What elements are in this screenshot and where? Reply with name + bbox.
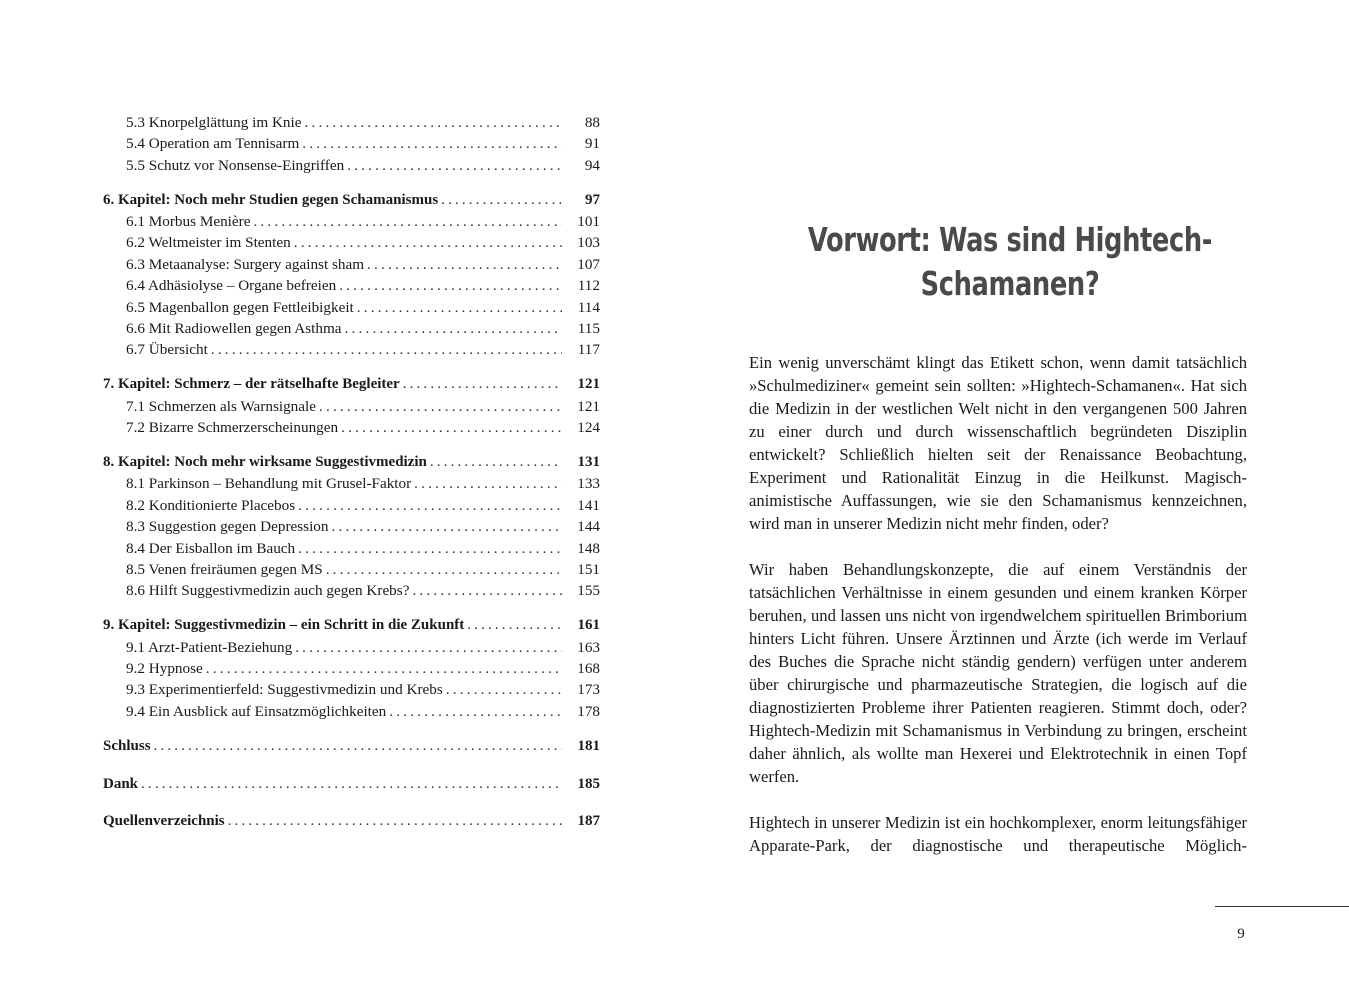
toc-entry-title: 6.2 Weltmeister im Stenten	[126, 234, 291, 252]
toc-section-entry	[103, 701, 600, 722]
toc-leader-dots	[341, 417, 562, 438]
toc-entry-title: 8.5 Venen freiräumen gegen MS	[126, 560, 323, 578]
toc-section-entry	[103, 112, 600, 133]
page-number: 9	[1237, 926, 1245, 942]
toc-leader-dots	[294, 232, 562, 253]
toc-section-entry	[103, 637, 600, 658]
toc-entry-title: 9.4 Ein Ausblick auf Einsatzmöglichkeiten	[126, 702, 387, 720]
toc-chapter-entry	[103, 615, 600, 636]
toc-leader-dots	[412, 580, 562, 601]
toc-page-number: 185	[577, 775, 600, 792]
toc-section-entry	[103, 580, 600, 601]
toc-leader-dots	[228, 811, 562, 832]
toc-leader-dots	[347, 155, 562, 176]
toc-page-number: 181	[577, 737, 600, 754]
toc-leader-dots	[331, 516, 562, 537]
toc-page-number: 103	[577, 234, 600, 252]
toc-section-entry	[103, 133, 600, 154]
toc-section-entry	[103, 658, 600, 679]
toc-page-number: 112	[577, 277, 600, 295]
toc-leader-dots	[339, 275, 562, 296]
toc-leader-dots	[403, 374, 562, 395]
toc-leader-dots	[345, 318, 562, 339]
toc-entry-title: 5.4 Operation am Tennisarm	[126, 135, 300, 153]
toc-entry-title: Schluss	[103, 737, 151, 754]
toc-page-number: 141	[577, 496, 600, 514]
toc-chapter-entry	[103, 374, 600, 395]
chapter-title-line-2: Schamanen?	[920, 264, 1100, 303]
toc-entry-title: 8.3 Suggestion gegen Depression	[126, 518, 329, 536]
toc-entry-title: 9.2 Hypnose	[126, 659, 203, 677]
toc-section-entry	[103, 318, 600, 339]
toc-section-entry	[103, 232, 600, 253]
toc-section-entry	[103, 297, 600, 318]
toc-entry-title: 9. Kapitel: Suggestivmedizin – ein Schritt in die Zukunft	[103, 617, 465, 634]
toc-leader-dots	[430, 452, 562, 473]
toc-page-number: 163	[577, 638, 600, 656]
toc-leader-dots	[357, 297, 562, 318]
toc-chapter-entry	[103, 736, 600, 757]
toc-section-entry	[103, 495, 600, 516]
toc-leader-dots	[446, 679, 562, 700]
toc-entry-title: 6.5 Magenballon gegen Fettleibigkeit	[126, 298, 354, 316]
toc-leader-dots	[141, 774, 562, 795]
chapter-title-line-1: Vorwort: Was sind Hightech-	[807, 220, 1213, 259]
toc-section-entry	[103, 559, 600, 580]
table-of-contents	[103, 112, 600, 833]
toc-section-entry	[103, 211, 600, 232]
toc-page-number: 88	[584, 114, 600, 131]
toc-leader-dots	[298, 495, 562, 516]
toc-page-number: 173	[577, 681, 600, 699]
toc-leader-dots	[304, 112, 562, 133]
toc-page-number: 151	[577, 560, 600, 578]
footer-rule	[1215, 906, 1349, 907]
toc-section-entry	[103, 417, 600, 438]
toc-leader-dots	[389, 701, 562, 722]
body-text	[749, 351, 1247, 880]
toc-leader-dots	[206, 658, 562, 679]
toc-page-number: 155	[577, 582, 600, 600]
toc-entry-title: 5.5 Schutz vor Nonsense-Eingriffen	[126, 156, 345, 174]
toc-page-number: 187	[577, 813, 600, 830]
toc-entry-title: 7. Kapitel: Schmerz – der rätselhafte Begleiter	[103, 376, 400, 393]
toc-page-number: 121	[577, 376, 600, 393]
toc-entry-title: 9.1 Arzt-Patient-Beziehung	[126, 638, 293, 656]
toc-entry-title: 6.1 Morbus Menière	[126, 213, 251, 231]
toc-entry-title: 6.7 Übersicht	[126, 341, 208, 359]
toc-page-number: 117	[577, 341, 600, 359]
toc-page-number: 168	[577, 659, 600, 677]
toc-page-number: 161	[577, 617, 600, 634]
toc-entry-title: 8. Kapitel: Noch mehr wirksame Suggestivmedizin	[103, 453, 427, 470]
toc-leader-dots	[367, 254, 562, 275]
toc-section-entry	[103, 473, 600, 494]
toc-leader-dots	[154, 736, 562, 757]
toc-section-entry	[103, 339, 600, 360]
toc-leader-dots	[253, 211, 562, 232]
toc-entry-title: 6.6 Mit Radiowellen gegen Asthma	[126, 320, 342, 338]
toc-entry-title: 6.3 Metaanalyse: Surgery against sham	[126, 255, 365, 273]
toc-entry-title: 8.6 Hilft Suggestivmedizin auch gegen Krebs?	[126, 582, 410, 600]
toc-page-number: 133	[577, 475, 600, 493]
toc-page-number: 131	[577, 453, 600, 470]
paragraph: Hightech in unserer Medizin ist ein hochkomplexer, enorm leitungsfähiger Apparate-Park, der diagnostische und therapeutische Möglich-	[749, 813, 1247, 855]
toc-page-number: 107	[577, 255, 600, 273]
toc-page-number: 148	[577, 539, 600, 557]
toc-section-entry	[103, 679, 600, 700]
toc-entry-title: Quellenverzeichnis	[103, 813, 225, 830]
toc-entry-title: 7.1 Schmerzen als Warnsignale	[126, 397, 316, 415]
toc-entry-title: 6. Kapitel: Noch mehr Studien gegen Schamanismus	[103, 191, 439, 208]
toc-page-number: 178	[577, 702, 600, 720]
toc-section-entry	[103, 396, 600, 417]
toc-leader-dots	[467, 615, 562, 636]
toc-page-number: 115	[577, 320, 600, 338]
toc-leader-dots	[441, 190, 562, 211]
toc-leader-dots	[211, 339, 562, 360]
toc-section-entry	[103, 155, 600, 176]
paragraph: Wir haben Behandlungskonzepte, die auf einem Verständnis der tatsächlichen Verhältnisse in einem gesunden und einem kranken Körper beruhen, und lassen uns nicht von irgendwelchem spirituellen Brimborium hinters Licht führen. Unsere Ärztinnen und Ärzte (ich werde im Verlauf des Buches die Sprache nicht ständig gendern) verfügen unter anderem über chirurgische und pharmazeutische Strategien, die logisch auf die diagnostizierten Probleme ihrer Patienten reagieren. Stimmt doch, oder? Hightech-Medizin mit Schamanismus in Verbindung zu bringen, erscheint daher ähnlich, als wollte man Hexerei und Elektrotechnik in einen Topf werfen.	[749, 560, 1247, 786]
toc-entry-title: 8.4 Der Eisballon im Bauch	[126, 539, 296, 557]
chapter-title	[803, 218, 1216, 306]
toc-leader-dots	[414, 473, 562, 494]
toc-chapter-entry	[103, 774, 600, 795]
toc-page-number: 144	[577, 518, 600, 536]
toc-page-number: 124	[577, 419, 600, 437]
toc-entry-title: 7.2 Bizarre Schmerzerscheinungen	[126, 419, 339, 437]
toc-leader-dots	[326, 559, 562, 580]
toc-page-number: 121	[577, 397, 600, 415]
toc-chapter-entry	[103, 190, 600, 211]
toc-page-number: 101	[577, 213, 600, 231]
toc-leader-dots	[319, 396, 562, 417]
toc-section-entry	[103, 254, 600, 275]
toc-entry-title: 9.3 Experimentierfeld: Suggestivmedizin und Krebs	[126, 681, 443, 699]
toc-page-number: 91	[584, 135, 600, 153]
toc-chapter-entry	[103, 452, 600, 473]
toc-entry-title: 8.2 Konditionierte Placebos	[126, 496, 296, 514]
toc-page-number: 94	[584, 156, 600, 174]
toc-leader-dots	[298, 538, 562, 559]
toc-entry-title: 6.4 Adhäsiolyse – Organe befreien	[126, 277, 337, 295]
right-page	[675, 0, 1349, 1000]
paragraph: Ein wenig unverschämt klingt das Etikett schon, wenn damit tatsächlich »Schulmediziner« gemeint sein sollten: »Hightech-Schamanen«. Hat sich die Medizin in der westlichen Welt nicht in den vergangenen 500 Jahren zu einer durch und durch wissenschaftlich begründeten Disziplin entwickelt? Schließlich hielten seit der Renaissance Beobachtung, Experiment und Rationalität Einzug in die Heilkunst. Magisch-animistische Auffassungen, wie sie den Schamanismus kennzeichnen, wird man in unserer Medizin nicht mehr finden, oder?	[749, 353, 1247, 533]
toc-leader-dots	[302, 133, 562, 154]
toc-entry-title: 8.1 Parkinson – Behandlung mit Grusel-Faktor	[126, 475, 412, 493]
toc-page-number: 97	[585, 191, 600, 208]
toc-leader-dots	[295, 637, 562, 658]
toc-chapter-entry	[103, 811, 600, 832]
toc-entry-title: Dank	[103, 775, 139, 792]
toc-page-number: 114	[577, 298, 600, 316]
toc-section-entry	[103, 516, 600, 537]
toc-section-entry	[103, 538, 600, 559]
toc-entry-title: 5.3 Knorpelglättung im Knie	[126, 114, 302, 131]
toc-section-entry	[103, 275, 600, 296]
